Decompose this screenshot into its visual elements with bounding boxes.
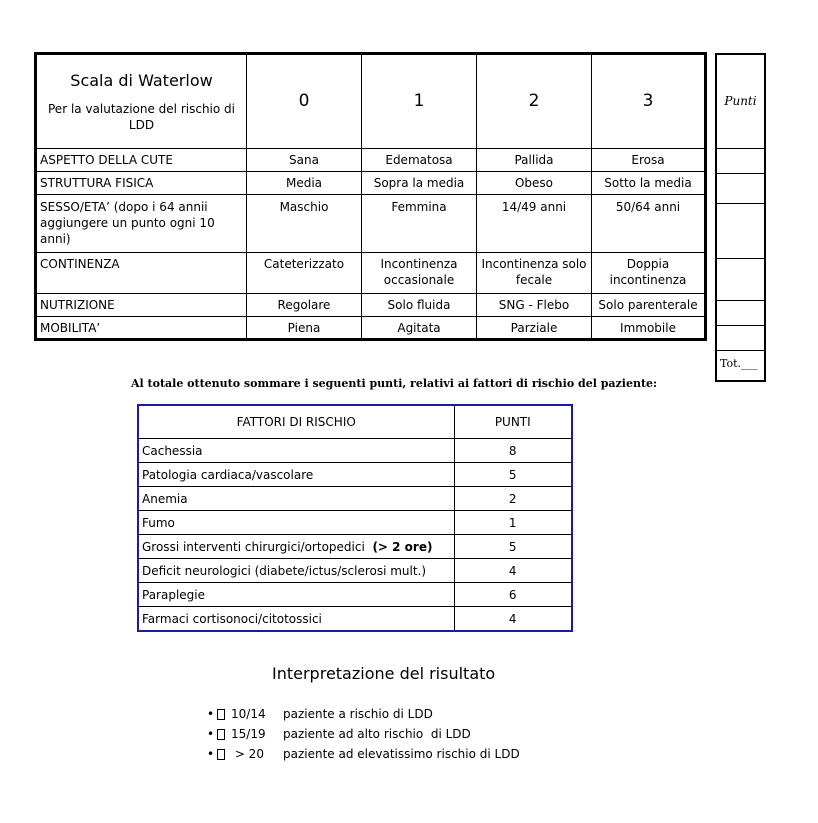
table-cell: Regolare [247,294,362,317]
score-meaning: paziente ad alto rischio di LDD [283,727,471,741]
points-input-cell[interactable] [717,300,764,326]
table-cell: Pallida [477,149,592,172]
score-meaning: paziente ad elevatissimo rischio di LDD [283,747,520,761]
table-row [36,253,706,294]
table-cell: Maschio [247,195,362,253]
table-cell: Parziale [477,317,592,340]
row-label: MOBILITA’ [36,317,247,340]
points-input-cell[interactable] [717,203,764,259]
points-input-cell[interactable] [717,148,764,174]
instruction-note: Al totale ottenuto sommare i seguenti punti, relativi ai fattori di rischio del paziente: [131,377,658,390]
bullet-icon: • [207,727,215,741]
column-header-3: 3 [642,91,654,111]
scale-title: Scala di Waterlow [70,70,213,90]
risk-points: 4 [454,607,572,632]
table-cell: SNG - Flebo [477,294,592,317]
table-cell: Sopra la media [362,172,477,195]
score-meaning: paziente a rischio di LDD [283,707,433,721]
table-cell: Obeso [477,172,592,195]
waterlow-header-row [36,54,706,149]
table-cell: Incontinenza solo fecale [477,253,592,294]
table-cell: Sotto la media [592,172,706,195]
table-row [36,172,706,195]
points-column [715,53,766,382]
table-row [138,607,572,632]
table-cell: Incontinenza occasionale [362,253,477,294]
header-factor: FATTORI DI RISCHIO [138,405,454,439]
interpretation-list [207,704,520,764]
waterlow-table [34,52,707,341]
table-cell: Media [247,172,362,195]
table-row [138,439,572,463]
risk-points: 5 [454,463,572,487]
table-cell: Femmina [362,195,477,253]
table-row [138,583,572,607]
risk-points: 5 [454,535,572,559]
table-row [138,463,572,487]
list-item [207,744,520,764]
table-cell: Erosa [592,149,706,172]
score-range: 15/19 [231,727,266,741]
interpretation-title: Interpretazione del risultato [272,664,496,683]
risk-factor: Patologia cardiaca/vascolare [138,463,454,487]
table-row [36,149,706,172]
table-cell: 14/49 anni [477,195,592,253]
table-cell: Edematosa [362,149,477,172]
risk-points: 1 [454,511,572,535]
risk-factor: Grossi interventi chirurgici/ortopedici [142,539,365,554]
risk-factors-header [138,405,572,439]
points-label: Punti [724,94,757,108]
risk-factor-extra: (> 2 ore) [372,539,433,554]
column-header-2: 2 [528,91,540,111]
risk-points: 6 [454,583,572,607]
table-cell: Immobile [592,317,706,340]
header-points: PUNTI [454,405,572,439]
score-range: > 20 [231,747,264,761]
scale-title-cell [36,54,247,149]
table-row [36,195,706,253]
table-row [138,535,572,559]
list-item [207,704,520,724]
row-label: SESSO/ETA’ (dopo i 64 annii aggiungere un punto ogni 10 anni) [36,195,247,253]
points-input-cell[interactable] [717,173,764,204]
risk-factor: Farmaci cortisonoci/citotossici [138,607,454,632]
risk-factor: Paraplegie [138,583,454,607]
points-input-cell[interactable] [717,325,764,351]
risk-points: 4 [454,559,572,583]
box-icon [217,749,225,760]
table-row [36,294,706,317]
table-row [138,511,572,535]
total-field[interactable]: Tot.___ [720,357,758,370]
risk-factor: Cachessia [138,439,454,463]
risk-factor: Fumo [138,511,454,535]
score-range: 10/14 [231,707,266,721]
risk-points: 2 [454,487,572,511]
table-cell: Cateterizzato [247,253,362,294]
table-cell: Agitata [362,317,477,340]
risk-factor: Anemia [138,487,454,511]
risk-factors-table [137,404,573,632]
table-cell: Sana [247,149,362,172]
table-row [138,559,572,583]
table-row [36,317,706,340]
risk-factor-cell [138,535,454,559]
row-label: STRUTTURA FISICA [36,172,247,195]
box-icon [217,709,225,720]
column-header-1: 1 [413,91,425,111]
bullet-icon: • [207,707,215,721]
table-cell: Solo fluida [362,294,477,317]
table-cell: 50/64 anni [592,195,706,253]
row-label: NUTRIZIONE [36,294,247,317]
row-label: ASPETTO DELLA CUTE [36,149,247,172]
row-label: CONTINENZA [36,253,247,294]
box-icon [217,729,225,740]
bullet-icon: • [207,747,215,761]
points-input-cell[interactable] [717,258,764,301]
risk-points: 8 [454,439,572,463]
table-cell: Piena [247,317,362,340]
table-cell: Doppia incontinenza [592,253,706,294]
table-cell: Solo parenterale [592,294,706,317]
scale-subtitle: Per la valutazione del rischio di LDD [48,101,235,132]
risk-factor: Deficit neurologici (diabete/ictus/sclerosi mult.) [138,559,454,583]
table-row [138,487,572,511]
column-header-0: 0 [298,91,310,111]
list-item [207,724,520,744]
